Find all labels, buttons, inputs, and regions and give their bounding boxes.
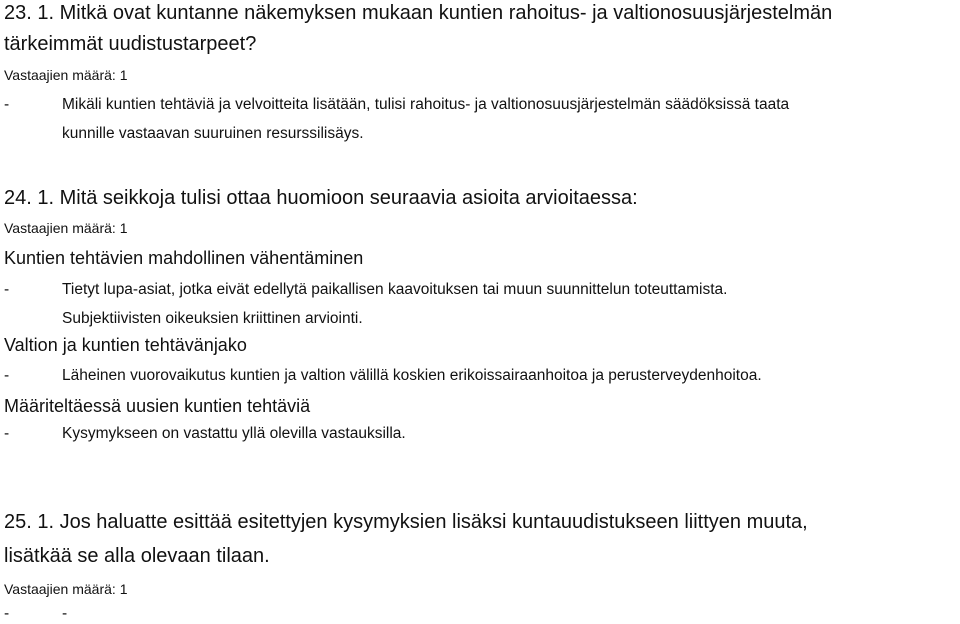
question-23-title-line1: 23. 1. Mitkä ovat kuntanne näkemyksen mukaan kuntien rahoitus- ja valtionosuusjärjestelmän <box>4 2 833 24</box>
question-25-respondent-count: Vastaajien määrä: 1 <box>4 581 128 597</box>
question-24-title: 24. 1. Mitä seikkoja tulisi ottaa huomioon seuraavia asioita arvioitaessa: <box>4 187 638 209</box>
answer-text: Kysymykseen on vastattu yllä olevilla vastauksilla. <box>62 425 406 442</box>
list-dash: - <box>4 367 10 384</box>
answer-text: Läheinen vuorovaikutus kuntien ja valtion välillä koskien erikoissairaanhoitoa ja perusterveydenhoitoa. <box>62 367 762 384</box>
section-heading: Kuntien tehtävien mahdollinen vähentäminen <box>4 248 364 268</box>
answer-text: - <box>62 605 68 622</box>
section-heading: Valtion ja kuntien tehtävänjako <box>4 335 247 355</box>
list-dash: - <box>4 605 10 622</box>
list-dash: - <box>4 96 10 113</box>
question-23-answer-item <box>4 95 960 115</box>
answer-text-continued: Subjektiivisten oikeuksien kriittinen arviointi. <box>62 310 363 327</box>
section-answer-item <box>4 366 960 386</box>
answer-text: Mikäli kuntien tehtäviä ja velvoitteita lisätään, tulisi rahoitus- ja valtionosuusjärjestelmän säädöksissä taata <box>62 96 790 113</box>
question-25-answer-item <box>4 604 960 624</box>
answer-text-continued: kunnille vastaavan suuruinen resurssilisäys. <box>62 125 364 142</box>
section-heading: Määriteltäessä uusien kuntien tehtäviä <box>4 396 311 416</box>
list-dash: - <box>4 425 10 442</box>
question-24-respondent-count: Vastaajien määrä: 1 <box>4 220 128 236</box>
list-dash: - <box>4 281 10 298</box>
section-answer-item <box>4 280 960 300</box>
answer-text: Tietyt lupa-asiat, jotka eivät edellytä paikallisen kaavoituksen tai muun suunnittelun toteuttamista. <box>62 281 728 298</box>
section-answer-item <box>4 424 960 444</box>
question-25-title-line2: lisätkää se alla olevaan tilaan. <box>4 545 270 567</box>
question-23-respondent-count: Vastaajien määrä: 1 <box>4 67 128 83</box>
question-23-title-line2: tärkeimmät uudistustarpeet? <box>4 33 257 55</box>
question-25-title-line1: 25. 1. Jos haluatte esittää esitettyjen kysymyksien lisäksi kuntauudistukseen liittyen muuta, <box>4 511 808 533</box>
